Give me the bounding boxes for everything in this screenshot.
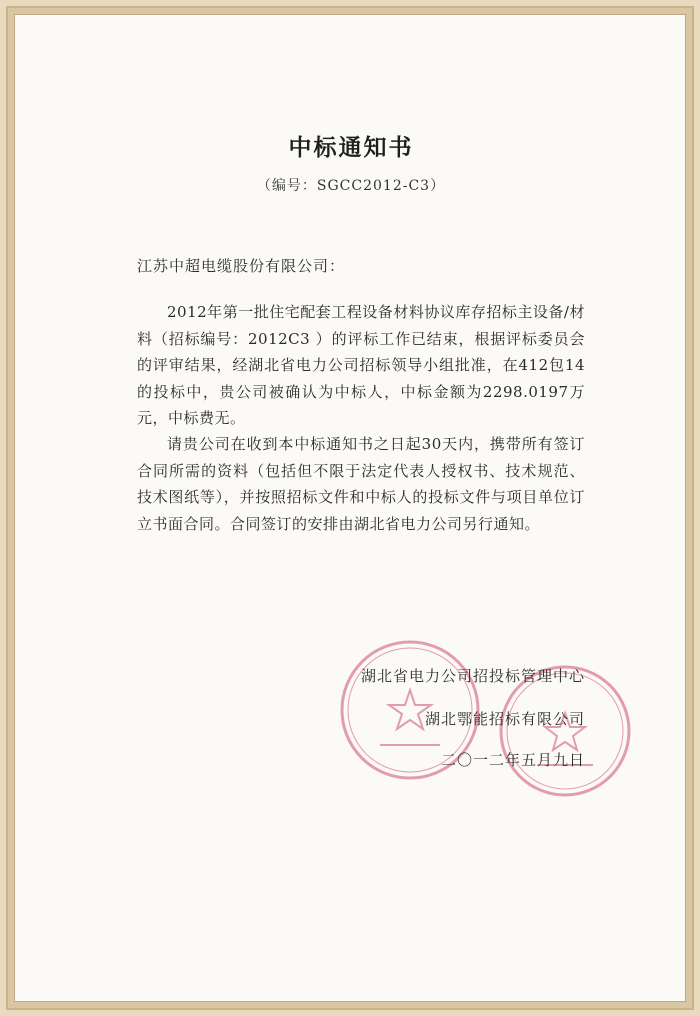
document-title: 中标通知书 — [288, 134, 414, 161]
salutation: 江苏中超电缆股份有限公司： — [137, 257, 346, 275]
signature-date: 二〇一二年五月九日 — [440, 751, 585, 769]
body-paragraph-1: 2012年第一批住宅配套工程设备材料协议库存招标主设备/材料（招标编号：2012C3 ）的评标工作已结束，根据评标委员会的评审结果，经湖北省电力公司招标领导小组批准，在412包14的投标中，贵公司被确认为中标人，中标金额为2298.0197万元，中标费无。 — [137, 303, 585, 427]
document-page — [14, 14, 686, 1002]
signature-agency: 湖北鄂能招标有限公司 — [424, 710, 585, 728]
body-paragraph-2: 请贵公司在收到本中标通知书之日起30天内，携带所有签订合同所需的资料（包括但不限于法定代表人授权书、技术规范、技术图纸等），并按照招标文件和中标人的投标文件与项目单位订立书面合同。合同签订的安排由湖北省电力公司另行通知。 — [137, 435, 585, 533]
signature-issuer: 湖北省电力公司招投标管理中心 — [360, 667, 585, 685]
document-number: （编号：SGCC2012-C3） — [256, 178, 446, 194]
